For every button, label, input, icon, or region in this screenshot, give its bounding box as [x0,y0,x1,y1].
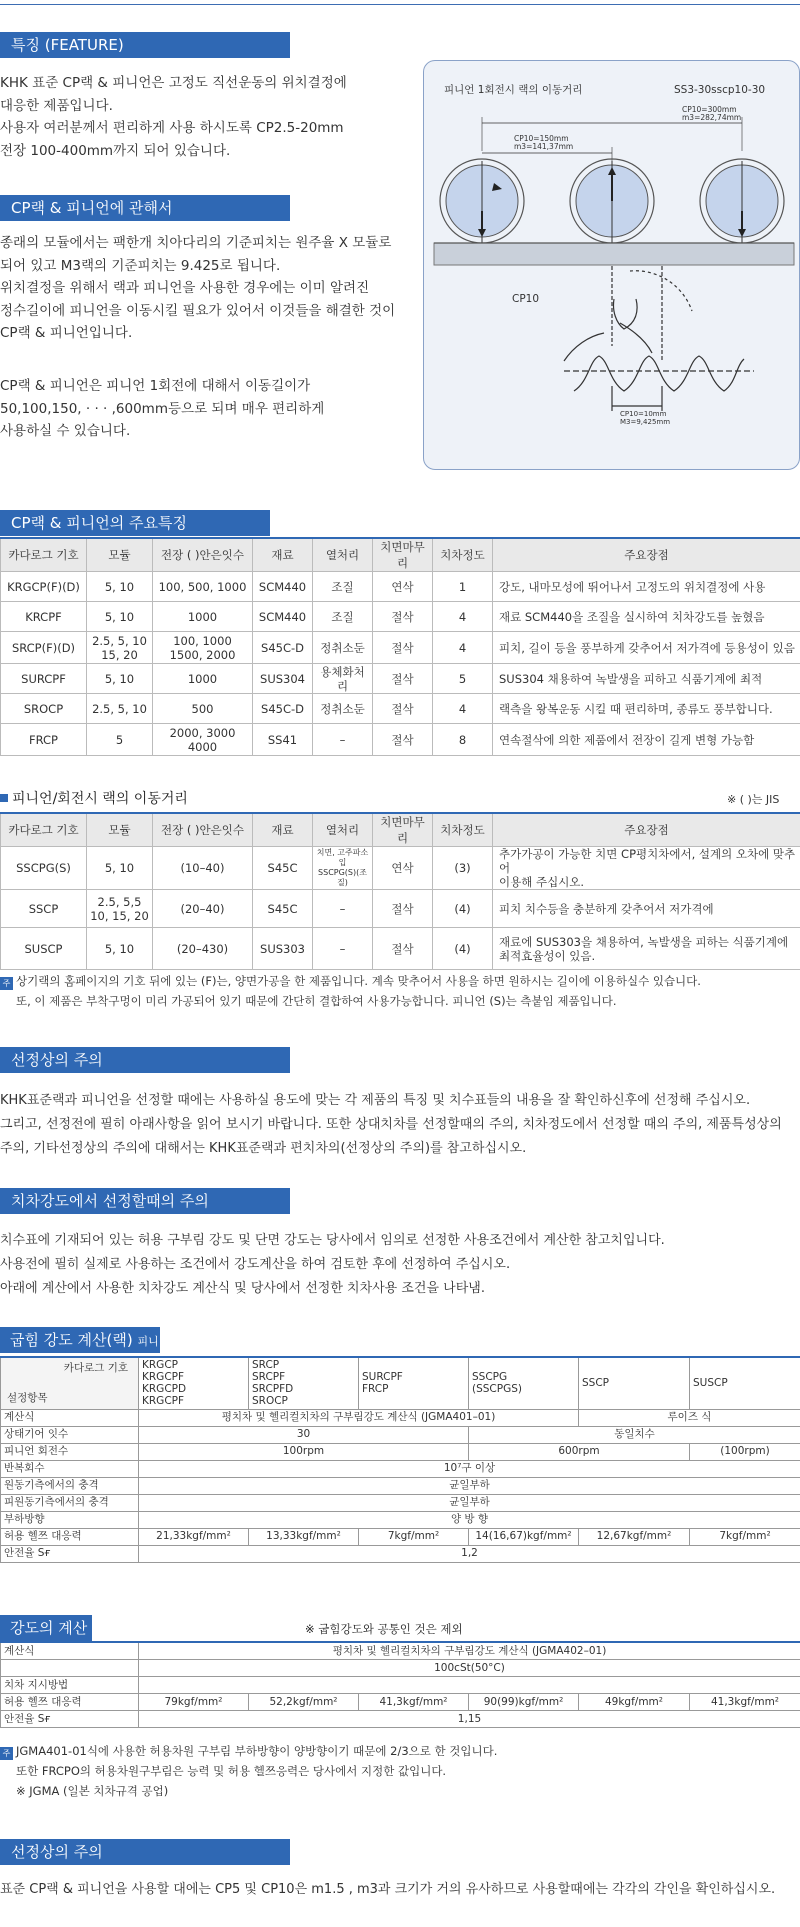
table-row [1,1660,800,1677]
table-cell: – [313,890,373,928]
feature-heading: 특징 (FEATURE) [0,32,290,58]
table-header-cell: 재료 [253,813,313,847]
table-cell: (10–40) [153,847,253,890]
table-cell: 절삭 [373,664,433,694]
table-cell: S45C-D [253,694,313,724]
table-header-cell: 카다로그 기호 [1,813,87,847]
strength-calc-table [0,1641,800,1728]
table-cell: (3) [433,847,493,890]
table-cell: SURCPF FRCP [359,1357,469,1409]
table-cell: 5, 10 [87,664,153,694]
table-cell: 절삭 [373,602,433,632]
table-cell [1,1660,139,1677]
table-cell: SSCP [1,890,87,928]
text-line: 그리고, 선정전에 필히 아래사항을 읽어 보시기 바랍니다. 또한 상대치차를 선정할때의 주의, 치차정도에서 선정할 때의 주의, 제품특성상의 [0,1117,782,1132]
th-material: 재료 [253,538,313,572]
rack-pinion-diagram [423,60,800,470]
table-cell: 원동기측에서의 충격 [1,1477,139,1494]
table-cell: KRGCP KRGCPF KRGCPD KRGCPF [139,1357,249,1409]
diagram-caption: 피니언 1회전시 랙의 이동거리 [444,84,583,96]
th-merit: 주요장점 [493,538,800,572]
table-cell: 10⁷구 이상 [139,1460,800,1477]
th-catalog: 카다로그 기호 [1,538,87,572]
table-cell: 2.5, 5,5 10, 15, 20 [87,890,153,928]
table-cell: SS41 [253,724,313,756]
table-row [1,1694,800,1711]
strength-calc-side-note: ※ 굽힘강도와 공통인 것은 제외 [305,1622,463,1636]
table-row [1,632,800,664]
table-cell: 41,3kgf/mm² [690,1694,800,1711]
table-cell: 피치 치수등을 충분하게 갖추어서 저가격에 [493,890,800,928]
table-cell: 600rpm [469,1443,690,1460]
table-cell: 루이즈 식 [579,1409,800,1426]
bending-heading [0,1327,160,1353]
table-cell: 강도, 내마모성에 뛰어나서 고정도의 위치결정에 사용 [493,572,800,602]
table-cell: (20–40) [153,890,253,928]
table-row [1,1443,800,1460]
table-cell: FRCP [1,724,87,756]
about-text [0,232,395,345]
text-line: 50,100,150, · · · ,600mm등으로 되며 매우 편리하게 [0,400,325,417]
final-text [0,1879,775,1902]
about-heading: CP랙 & 피니언에 관해서 [0,195,290,221]
table-cell: 허용 헬쯔 대응력 [1,1694,139,1711]
table-cell: 4 [433,694,493,724]
table-row [1,1511,800,1528]
th-grade: 치차정도 [433,538,493,572]
table-row [1,928,800,970]
table-cell: 재료에 SUS303을 채용하여, 녹발생을 피하는 식품기계에 최적효율성이 있음. [493,928,800,970]
table-header-cell: 주요장점 [493,813,800,847]
strength-selection-text [0,1229,665,1301]
table-cell: 절삭 [373,890,433,928]
table-cell: 79kgf/mm² [139,1694,249,1711]
table-header-cell: 모듈 [87,813,153,847]
table-cell [139,1677,800,1694]
strength-calc-heading: 강도의 계산 [0,1615,92,1641]
table-header-cell: 치면마무리 [373,813,433,847]
table-row [1,1711,800,1728]
text-line: 상기랙의 홈페이지의 기호 뒤에 있는 (F)는, 양면가공을 한 제품입니다. 계속 맞추어서 사용을 하면 원하시는 길이에 이용하실수 있습니다. [16,974,701,988]
table-cell: SURCPF [1,664,87,694]
table-cell: 1,2 [139,1545,800,1562]
table-row [1,1528,800,1545]
text-line: 정수길이에 피니언을 이동시킬 필요가 있어서 이것들을 해결한 것이 [0,302,396,319]
jis-note: ※ ( )는 JIS [727,793,780,806]
table-header-cell: 치차정도 [433,813,493,847]
table-cell: 14(16,67)kgf/mm² [469,1528,579,1545]
strength-selection-heading: 치차강도에서 선정할때의 주의 [0,1188,290,1214]
table-cell: 추가가공이 가능한 치면 CP평치차에서, 설계의 오차에 맞추어 이용해 주십시오. [493,847,800,890]
note-badge: 주 [0,977,13,990]
table-cell: 절삭 [373,694,433,724]
main-table-heading: CP랙 & 피니언의 주요특징 [0,510,270,536]
text-line: CP랙 & 피니언입니다. [0,325,133,341]
table-cell: 4 [433,602,493,632]
table-cell: 동일치수 [469,1426,800,1443]
text-line: CP랙 & 피니언은 피니언 1회전에 대해서 이동길이가 [0,378,311,394]
table-cell: SUSCP [690,1357,800,1409]
table-cell: 치면, 고주파소입 SSCPG(S)(조질) [313,847,373,890]
table-row [1,1677,800,1694]
pinion-gear-3 [700,159,784,243]
feature-text [0,72,347,162]
text-line: 설정항목 [7,1391,48,1404]
table-cell: 계산식 [1,1642,139,1660]
table-row [1,1460,800,1477]
text-line: 또, 이 제품은 부착구멍이 미리 가공되어 있기 때문에 간단히 결합하여 사용가능합니다. 피니언 (S)는 측붙임 제품입니다. [16,994,617,1008]
table-cell: 21,33kgf/mm² [139,1528,249,1545]
table-cell: S45C-D [253,632,313,664]
bending-header-row [1,1357,800,1409]
text-line: 위치결정을 위해서 랙과 피니언을 사용한 경우에는 이미 알려진 [0,280,370,296]
table-cell: 랙측을 왕복운동 시킬 때 편리하며, 종류도 풍부합니다. [493,694,800,724]
table-cell: 치차 지시방법 [1,1677,139,1694]
text-line: KHK표준랙과 피니언을 선정할 때에는 사용하실 용도에 맞는 각 제품의 특징 및 치수표들의 내용을 잘 확인하신후에 선정해 주십시오. [0,1093,751,1108]
text-line: ※ JGMA (일본 치차규격 공업) [16,1784,169,1798]
about-text-2 [0,375,324,443]
diagram-dim1b: m3=282,74mm [682,113,742,122]
table-cell: 용체화처리 [313,664,373,694]
table-cell: 피치, 길이 등을 풍부하게 갖추어서 저가격에 등용성이 있음 [493,632,800,664]
table-cell: 연삭 [373,572,433,602]
diagram-dim1a: CP10=300mm [682,105,737,114]
note-badge: 주 [0,1747,13,1760]
table-cell: 양 방 향 [139,1511,800,1528]
table-cell: 1,15 [139,1711,800,1728]
diagram-dim3b: M3=9,425mm [620,418,671,426]
table-cell: 피니언 회전수 [1,1443,139,1460]
text-line: JGMA401-01식에 사용한 허용차원 구부림 부하방향이 양방향이기 때문에 2/3으로 한 것입니다. [16,1744,498,1758]
table-cell: 7kgf/mm² [690,1528,800,1545]
pinion-table-heading [0,788,188,808]
table-row [1,602,800,632]
text-line: 굽힘 강도 계산(랙) [10,1331,133,1349]
table-cell: 절삭 [373,724,433,756]
table-cell: 정취소둔 [313,632,373,664]
table-cell: (4) [433,890,493,928]
table-cell: 연삭 [373,847,433,890]
pinion-gear-1 [440,159,524,243]
table-cell: 1000 [153,602,253,632]
main-table-header-row [1,538,800,572]
text-line: 치수표에 기재되어 있는 허용 구부림 강도 및 단면 강도는 당사에서 임의로 선정한 사용조건에서 계산한 참고치입니다. [0,1233,665,1248]
table-cell: 균일부하 [139,1494,800,1511]
table-cell: SUSCP [1,928,87,970]
table-cell: 100, 1000 1500, 2000 [153,632,253,664]
bending-table [0,1356,800,1563]
table-cell: 절삭 [373,632,433,664]
table-cell: (20–430) [153,928,253,970]
table-cell: 5 [87,724,153,756]
table-row [1,1477,800,1494]
table-cell: 안전율 Sғ [1,1545,139,1562]
text-line: 주의, 기타선정상의 주의에 대해서는 KHK표준랙과 편치차의(선정상의 주의)를 참고하십시오. [0,1141,527,1156]
rack-bar [434,243,794,265]
table-cell: 2000, 3000 4000 [153,724,253,756]
square-bullet-icon [0,794,8,802]
table-cell: 90(99)kgf/mm² [469,1694,579,1711]
table-cell: SSCPG (SSCPGS) [469,1357,579,1409]
table-header-cell: 전장 ( )안은잇수 [153,813,253,847]
top-rule [0,4,800,5]
table-cell: 100, 500, 1000 [153,572,253,602]
table-cell: 49kgf/mm² [579,1694,690,1711]
th-length: 전장 ( )안은잇수 [153,538,253,572]
table-cell: 5 [433,664,493,694]
pinion-table-header-row [1,813,800,847]
table-cell: 반복회수 [1,1460,139,1477]
table-cell: SRCP(F)(D) [1,632,87,664]
diagram-dim3a: CP10=10mm [620,410,667,418]
table-cell: 연속절삭에 의한 제품에서 전장이 길게 변형 가능함 [493,724,800,756]
table-cell: 균일부하 [139,1477,800,1494]
table-row [1,664,800,694]
table-cell: 13,33kgf/mm² [249,1528,359,1545]
pinion-gear-2 [570,159,654,243]
main-feature-table [0,537,800,756]
table-cell: SSCPG(S) [1,847,87,890]
table-cell: SUS304 채용하여 녹발생을 피하고 식품기계에 최적 [493,664,800,694]
table-cell: SCM440 [253,602,313,632]
table-cell: 부하방향 [1,1511,139,1528]
table-cell: 1 [433,572,493,602]
table-cell: SROCP [1,694,87,724]
table-cell: 2.5, 5, 10 [87,694,153,724]
table-cell: 피원동기측에서의 충격 [1,1494,139,1511]
table-header-cell: 열처리 [313,813,373,847]
text-line: 아래에 계산에서 사용한 치차강도 계산식 및 당사에서 선정한 치차사용 조건을 나타냄. [0,1281,485,1296]
table-cell: 500 [153,694,253,724]
table-cell: 안전율 Sғ [1,1711,139,1728]
table-row [1,890,800,928]
th-heat: 열처리 [313,538,373,572]
text-line: 사용전에 필히 실제로 사용하는 조건에서 강도계산을 하여 검토한 후에 선정하여 주십시오. [0,1257,511,1272]
text-line: 사용하실 수 있습니다. [0,423,131,439]
table-cell: 평치차 및 헬리컬치차의 구부림강도 계산식 (JGMA401–01) [139,1409,579,1426]
th-module: 모듈 [87,538,153,572]
table-cell: 허용 헬쯔 대응력 [1,1528,139,1545]
selection-text [0,1089,782,1161]
table-cell: (100rpm) [690,1443,800,1460]
table-cell: SUS303 [253,928,313,970]
rack-pinion-illustration [424,61,800,470]
table-cell: 절삭 [373,928,433,970]
pinion-notes [0,971,701,1011]
text-line: 되어 있고 M3랙의 기준피치는 9.425로 됩니다. [0,257,281,274]
pinion-table [0,812,800,970]
table-cell: 조질 [313,602,373,632]
table-cell: 5, 10 [87,847,153,890]
table-cell: KRCPF [1,602,87,632]
table-cell: 정취소둔 [313,694,373,724]
table-cell: 7kgf/mm² [359,1528,469,1545]
table-cell: 5, 10 [87,928,153,970]
diagram-cp10-label: CP10 [512,293,540,305]
table-cell: 30 [139,1426,469,1443]
table-cell: SUS304 [253,664,313,694]
table-cell: 8 [433,724,493,756]
diagram-dim2b: m3=141,37mm [514,142,574,151]
diagram-model: SS3-30sscp10-30 [674,84,766,96]
table-row [1,1409,800,1426]
table-cell: 4 [433,632,493,664]
text-line: 피니 [137,1335,159,1348]
table-row [1,724,800,756]
table-row [1,847,800,890]
table-cell: 12,67kgf/mm² [579,1528,690,1545]
table-row [1,1426,800,1443]
strength-calc-notes [0,1741,497,1801]
table-cell: S45C [253,847,313,890]
text-line: KHK 표준 CP랙 & 피니언은 고정도 직선운동의 위치결정에 [0,75,347,91]
text-line: 카다로그 기호 [63,1362,128,1374]
text-line: 종래의 모듈에서는 팩한개 치아다리의 기준피치는 원주율 X 모듈로 [0,235,392,251]
table-cell: 재료 SCM440을 조질을 실시하여 치차강도를 높혔음 [493,602,800,632]
corner-cell [1,1357,139,1409]
table-cell: 평치차 및 헬리컬치차의 구부림강도 계산식 (JGMA402–01) [139,1642,800,1660]
text-line: 대응한 제품입니다. [0,97,113,114]
table-cell: 계산식 [1,1409,139,1426]
table-cell: 5, 10 [87,572,153,602]
table-cell: S45C [253,890,313,928]
table-cell: SRCP SRCPF SRCPFD SROCP [249,1357,359,1409]
table-row [1,1494,800,1511]
table-cell: 100cSt(50°C) [139,1660,800,1677]
table-row [1,572,800,602]
table-cell: 5, 10 [87,602,153,632]
table-cell: SCM440 [253,572,313,602]
tooth-profile-detail [564,266,754,411]
text-line: 사용자 여러분께서 편리하게 사용 하시도록 CP2.5-20mm [0,120,344,136]
table-cell: SSCP [579,1357,690,1409]
table-cell: – [313,928,373,970]
text-line: 전장 100-400mm까지 되어 있습니다. [0,142,231,159]
text-line: 피니언/회전시 랙의 이동거리 [12,791,188,807]
diagram-dim2a: CP10=150mm [514,134,569,143]
table-cell: 조질 [313,572,373,602]
selection-heading: 선정상의 주의 [0,1047,290,1073]
table-cell: 2.5, 5, 10 15, 20 [87,632,153,664]
table-cell: – [313,724,373,756]
table-row [1,1642,800,1660]
text-line: 표준 CP랙 & 피니언을 사용할 대에는 CP5 및 CP10은 m1.5 , m3과 크기가 거의 유사하므로 사용할때에는 각각의 각인을 확인하십시오. [0,1882,776,1897]
table-cell: (4) [433,928,493,970]
table-cell: 41,3kgf/mm² [359,1694,469,1711]
table-cell: 1000 [153,664,253,694]
table-row [1,694,800,724]
table-cell: KRGCP(F)(D) [1,572,87,602]
table-row [1,1545,800,1562]
th-finish: 치면마무리 [373,538,433,572]
table-cell: 100rpm [139,1443,469,1460]
final-heading: 선정상의 주의 [0,1839,290,1865]
table-cell: 상태기어 잇수 [1,1426,139,1443]
table-cell: 52,2kgf/mm² [249,1694,359,1711]
text-line: 또한 FRCPO의 허용차원구부림은 능력 및 허용 헬쯔응력은 당사에서 지정한 값입니다. [16,1764,447,1778]
